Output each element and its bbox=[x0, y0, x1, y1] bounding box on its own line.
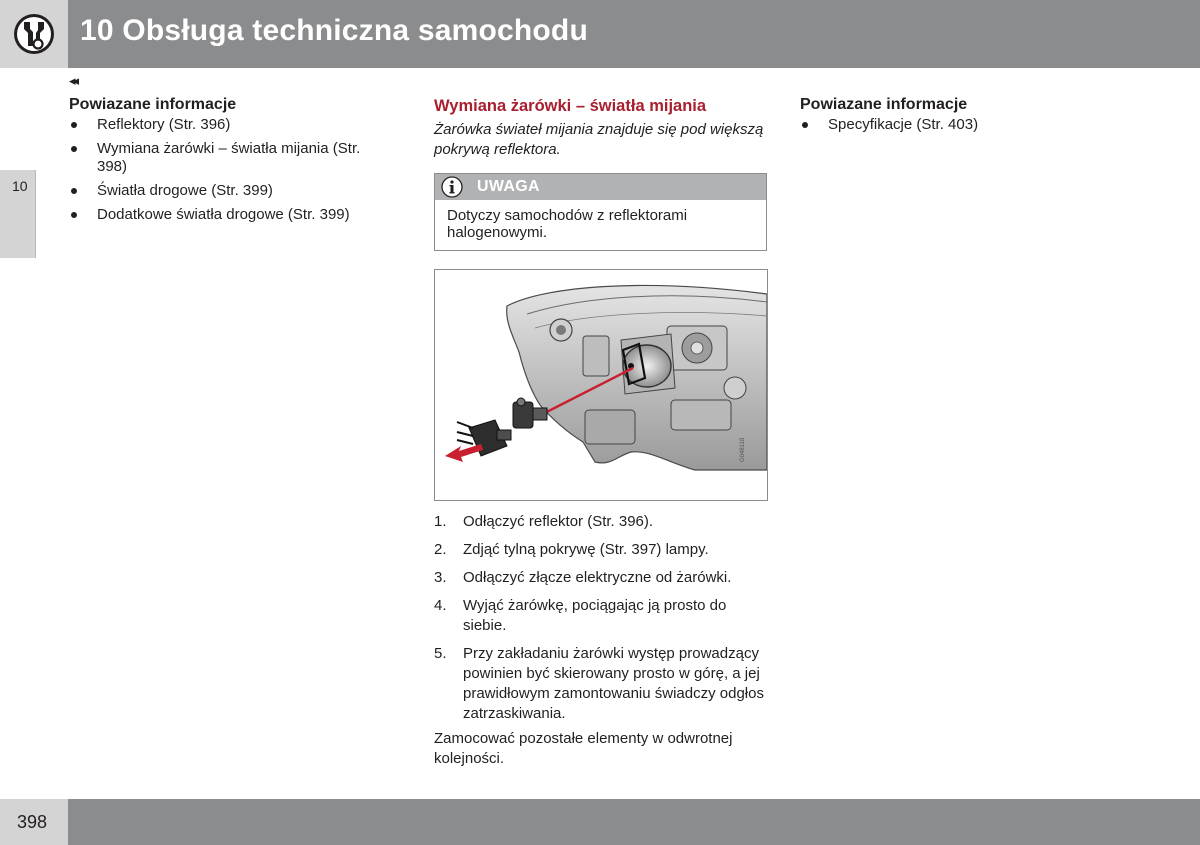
related-info-right bbox=[800, 96, 1120, 140]
chapter-tab-number: 10 bbox=[12, 178, 28, 194]
side-strip bbox=[0, 68, 68, 178]
related-link[interactable]: Dodatkowe światła drogowe (Str. 399) bbox=[69, 206, 389, 224]
related-link[interactable]: Światła drogowe (Str. 399) bbox=[69, 182, 389, 200]
closing-text: Zamocować pozostałe elementy w odwrotnej kolejności. bbox=[434, 730, 733, 767]
step-number: 2. bbox=[434, 541, 447, 558]
step-number: 4. bbox=[434, 597, 447, 614]
related-link[interactable]: Wymiana żarówki – światła mijania (Str. 398) bbox=[69, 140, 389, 176]
note-label: UWAGA bbox=[477, 178, 540, 195]
removal-arrow-icon bbox=[445, 444, 483, 462]
related-heading: Powiazane informacje bbox=[69, 96, 237, 113]
related-link[interactable]: Reflektory (Str. 396) bbox=[69, 116, 389, 134]
step-item: 2. Zdjąć tylną pokrywę (Str. 397) lampy. bbox=[434, 541, 709, 558]
bullet-icon bbox=[71, 188, 77, 194]
step-item: 1. Odłączyć reflektor (Str. 396). bbox=[434, 513, 654, 530]
main-article bbox=[434, 96, 769, 160]
previous-page-marker[interactable]: ◂◂ bbox=[69, 73, 77, 88]
wrench-gear-icon bbox=[13, 13, 55, 55]
bullet-icon bbox=[71, 122, 77, 128]
step-number: 1. bbox=[434, 513, 447, 530]
step-item: 3. Odłączyć złącze elektryczne od żarówki. bbox=[434, 569, 732, 586]
related-info-left bbox=[69, 96, 389, 230]
step-item: 5. Przy zakładaniu żarówki występ prowadzący powinien być skierowany prosto w górę, a jej prawidłowym zamontowaniu świadczy odgłos zatrzaskiwania. bbox=[434, 645, 764, 722]
related-list bbox=[69, 116, 389, 224]
step-list bbox=[434, 512, 769, 732]
headlamp-illustration bbox=[434, 269, 768, 501]
step-number: 5. bbox=[434, 645, 447, 662]
related-list bbox=[800, 116, 1120, 134]
note-header bbox=[435, 174, 766, 200]
page-number: 398 bbox=[17, 812, 48, 832]
bullet-icon bbox=[802, 122, 808, 128]
intro-text: Żarówka świateł mijania znajduje się pod większą pokrywą reflektora. bbox=[434, 121, 764, 158]
step-number: 3. bbox=[434, 569, 447, 586]
related-heading: Powiazane informacje bbox=[800, 96, 968, 113]
figure-code: G048118 bbox=[740, 437, 746, 462]
header-logo-box bbox=[0, 0, 68, 68]
note-text: Dotyczy samochodów z reflektorami halogenowymi. bbox=[447, 207, 688, 241]
chapter-title: 10 Obsługa techniczna samochodu bbox=[80, 14, 588, 47]
chapter-tab[interactable] bbox=[0, 170, 36, 258]
related-link[interactable]: Specyfikacje (Str. 403) bbox=[800, 116, 1120, 134]
headlamp-drawing bbox=[435, 270, 767, 500]
footer-band bbox=[68, 799, 1200, 845]
info-icon bbox=[441, 176, 463, 198]
bullet-icon bbox=[71, 212, 77, 218]
note-box bbox=[434, 173, 767, 251]
section-title: Wymiana żarówki – światła mijania bbox=[434, 97, 707, 115]
bullet-icon bbox=[71, 146, 77, 152]
step-item: 4. Wyjąć żarówkę, pociągając ją prosto do siebie. bbox=[434, 597, 727, 634]
